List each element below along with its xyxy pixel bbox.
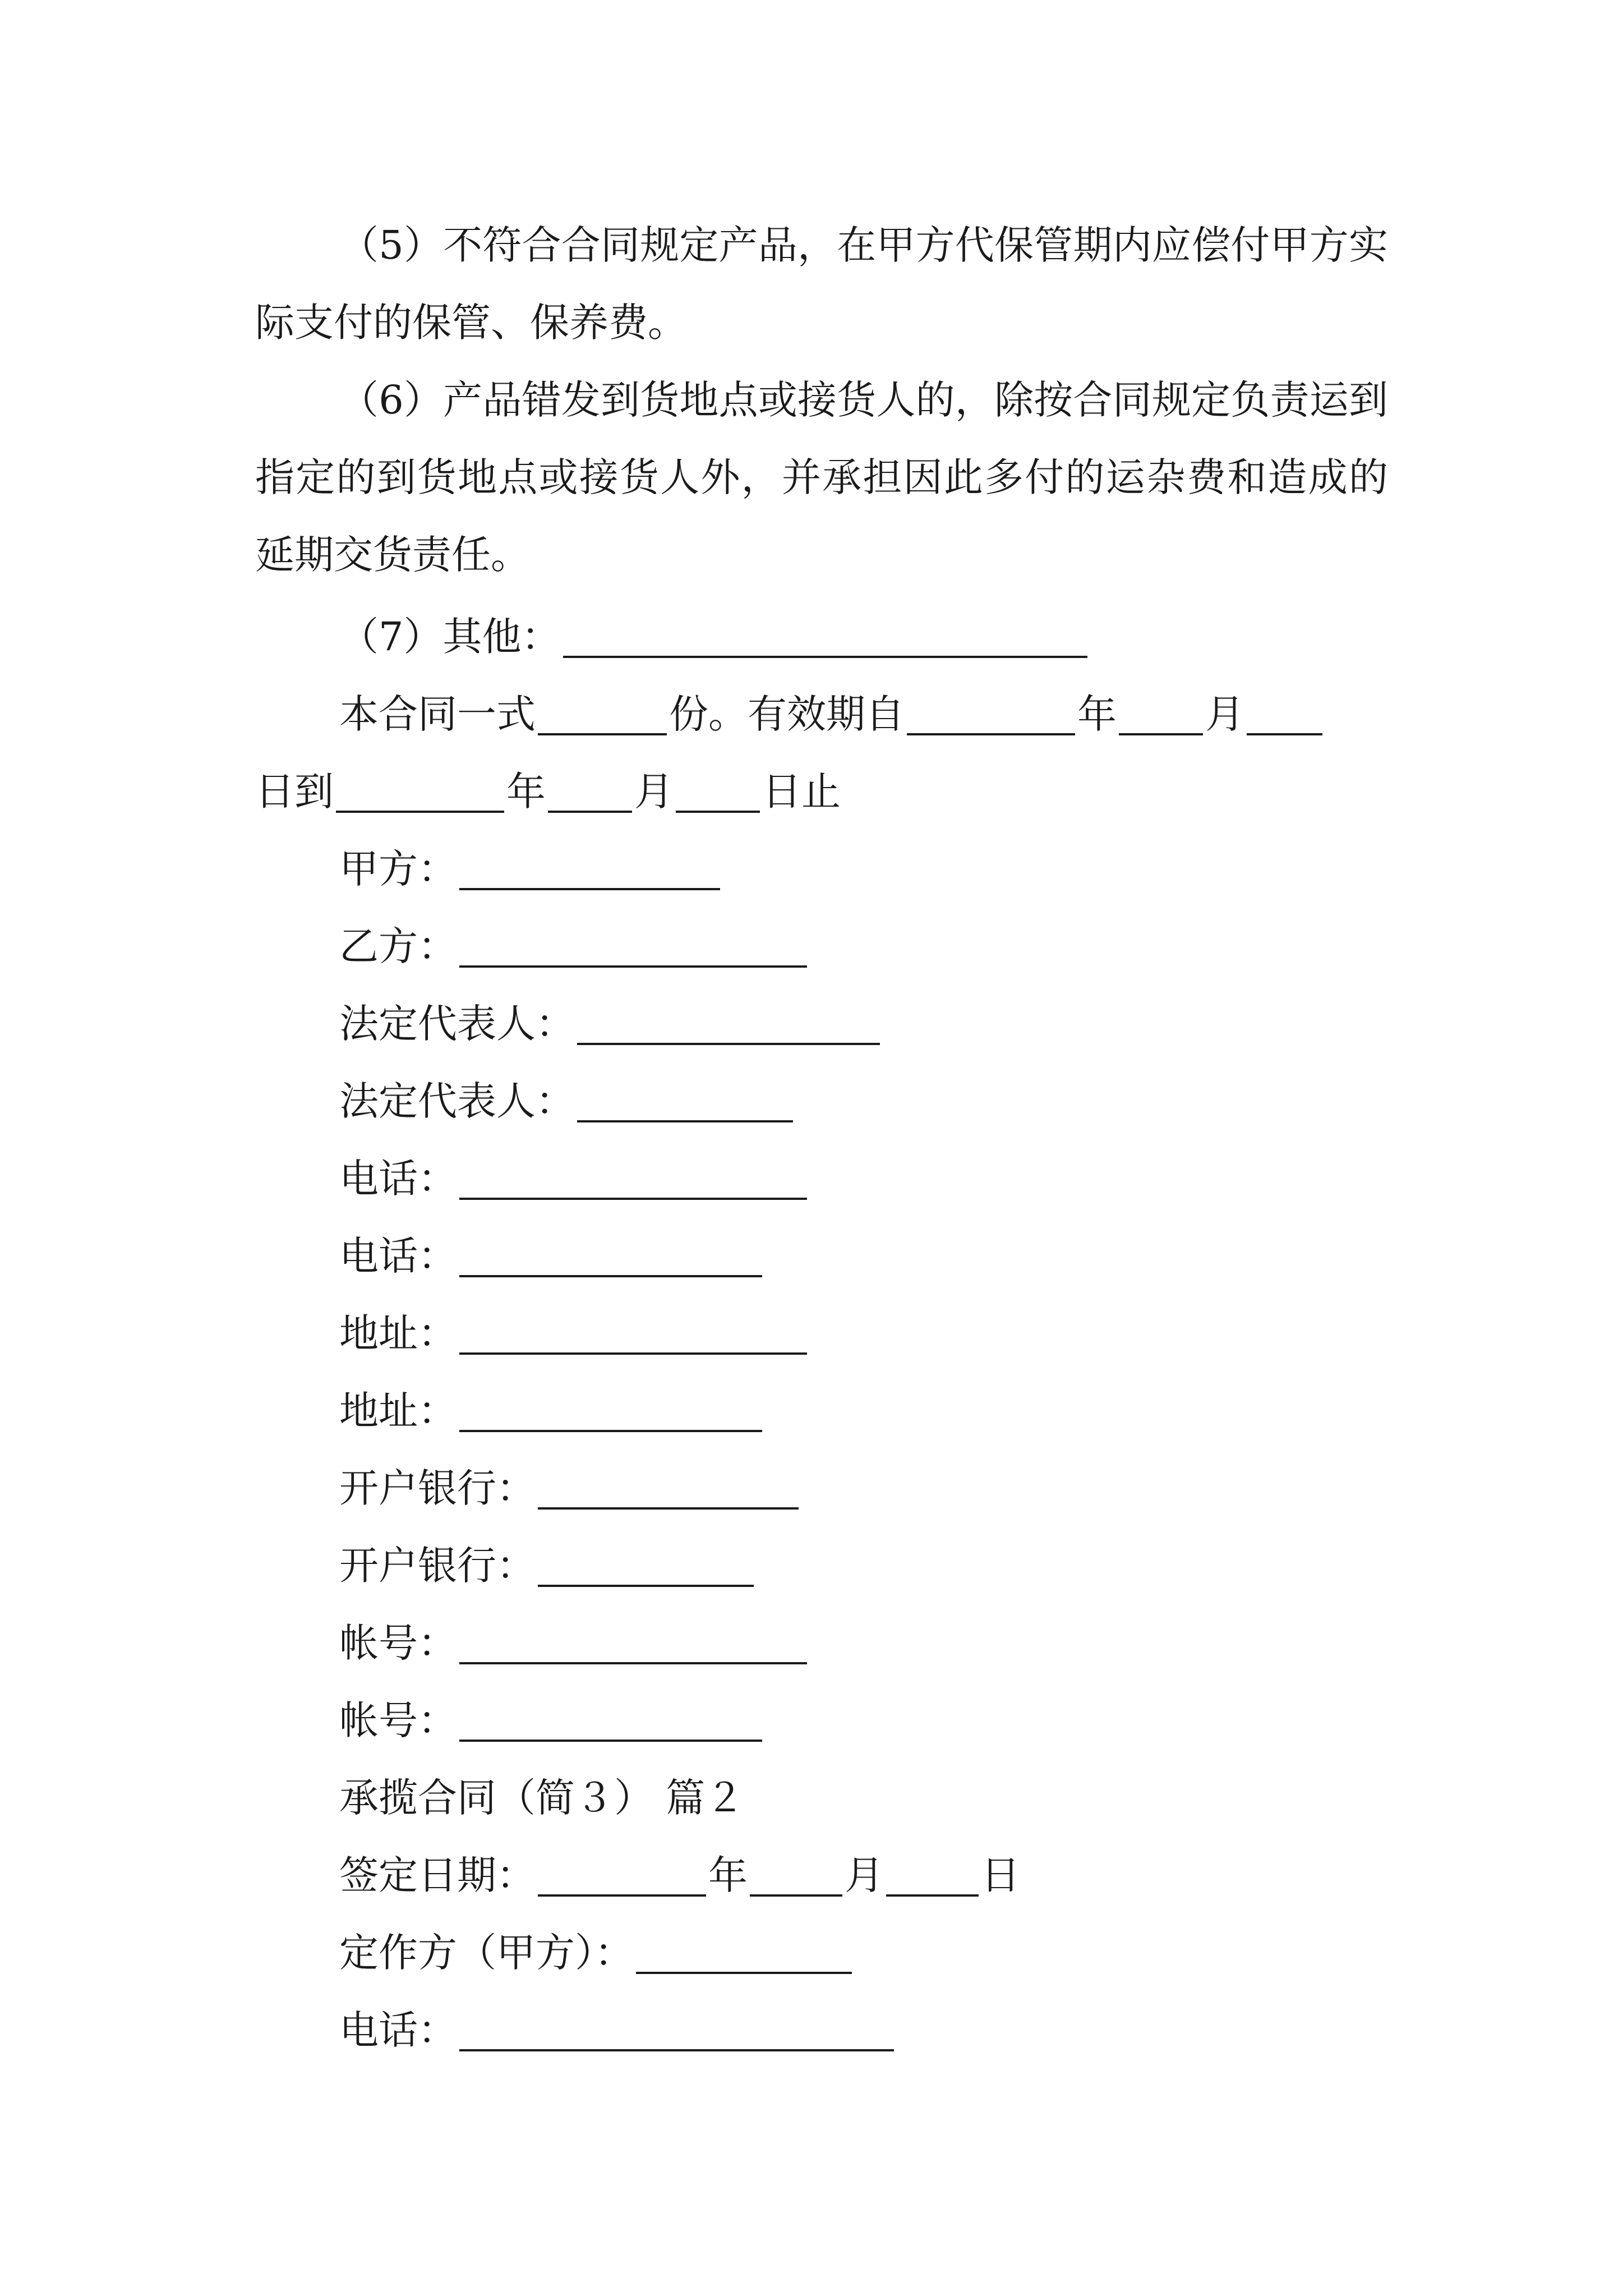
- field-label: 开户银行：: [339, 1465, 536, 1511]
- field-label: 帐号：: [339, 1620, 457, 1666]
- phone-b-blank[interactable]: [459, 1227, 762, 1277]
- sign-year-blank[interactable]: [538, 1846, 706, 1897]
- field-label: 地址：: [339, 1388, 457, 1434]
- field-label: 电话：: [339, 1156, 457, 1202]
- legal-rep-b-blank[interactable]: [577, 1072, 793, 1122]
- account-b-blank[interactable]: [459, 1691, 762, 1742]
- party-b-blank[interactable]: [459, 917, 807, 968]
- address-b-blank[interactable]: [459, 1382, 762, 1432]
- contractor-field: [339, 1914, 854, 1991]
- address-b-field: [339, 1372, 764, 1450]
- bank-a-blank[interactable]: [538, 1459, 799, 1510]
- month-label: 月: [845, 1852, 884, 1898]
- second-contract-title: 承揽合同（简３） 篇２: [339, 1775, 745, 1821]
- party-a-field: [339, 830, 722, 908]
- clause-5: （5）不符合合同规定产品，在甲方代保管期内应偿付甲方实际支付的保管、保养费。: [255, 222, 1388, 346]
- copies-suffix: 份。有效期自: [669, 691, 905, 737]
- month-label: 月: [1205, 691, 1244, 737]
- sign-date-label: 签定日期：: [339, 1852, 536, 1898]
- year-label: 年: [708, 1852, 748, 1898]
- bank-b-blank[interactable]: [538, 1536, 754, 1587]
- year-label: 年: [506, 769, 546, 815]
- copies-blank[interactable]: [538, 685, 667, 735]
- party-a-blank[interactable]: [459, 840, 720, 890]
- field-label: 帐号：: [339, 1697, 457, 1743]
- contractor-phone-field: [339, 1991, 896, 2069]
- legal-rep-b-field: [339, 1062, 795, 1140]
- day-end-label: 日止: [762, 769, 841, 815]
- start-year-blank[interactable]: [907, 685, 1075, 735]
- account-a-field: [339, 1604, 809, 1682]
- field-label: 地址：: [339, 1310, 457, 1356]
- account-a-blank[interactable]: [459, 1614, 807, 1664]
- field-label: 开户银行：: [339, 1543, 536, 1589]
- sign-month-blank[interactable]: [750, 1846, 842, 1897]
- phone-label: 电话：: [339, 2007, 457, 2053]
- end-month-blank[interactable]: [548, 762, 632, 813]
- sign-day-blank[interactable]: [886, 1846, 979, 1897]
- address-a-field: [339, 1295, 809, 1372]
- start-day-blank[interactable]: [1247, 685, 1322, 735]
- day-label: 日: [981, 1852, 1020, 1898]
- clauses-block: [255, 206, 1388, 593]
- phone-b-field: [339, 1217, 764, 1295]
- account-b-field: [339, 1682, 764, 1759]
- phone-a-blank[interactable]: [459, 1149, 807, 1200]
- field-label: 法定代表人：: [339, 1078, 575, 1124]
- field-label: 电话：: [339, 1233, 457, 1279]
- contractor-blank[interactable]: [636, 1924, 852, 1974]
- end-day-blank[interactable]: [676, 762, 760, 813]
- bank-b-field: [339, 1527, 756, 1604]
- end-year-blank[interactable]: [336, 762, 504, 813]
- address-a-blank[interactable]: [459, 1304, 807, 1355]
- phone-a-field: [339, 1140, 809, 1217]
- copies-prefix: 本合同一式: [339, 691, 536, 737]
- other-blank[interactable]: [563, 608, 1087, 658]
- field-label: 甲方：: [339, 846, 457, 892]
- legal-rep-a-field: [339, 985, 882, 1062]
- clause-6: （6）产品错发到货地点或接货人的，除按合同规定负责运到指定的到货地点或接货人外，并承担因此多付的运杂费和造成的延期交货责任。: [255, 377, 1388, 578]
- bank-a-field: [339, 1450, 801, 1527]
- term-line-1: [339, 675, 1325, 753]
- year-label: 年: [1077, 691, 1117, 737]
- start-month-blank[interactable]: [1119, 685, 1203, 735]
- party-b-field: [339, 908, 809, 985]
- clause-7-line: [339, 598, 1090, 675]
- legal-rep-a-blank[interactable]: [577, 995, 880, 1045]
- day-to-label: 日到: [255, 769, 334, 815]
- contractor-label: 定作方（甲方）：: [339, 1930, 634, 1976]
- sign-date-line: [339, 1837, 1020, 1914]
- contractor-phone-blank[interactable]: [459, 2001, 894, 2051]
- month-label: 月: [634, 769, 674, 815]
- clause-7-label: （7）其他：: [339, 614, 561, 660]
- term-line-2: [255, 753, 841, 830]
- field-label: 法定代表人：: [339, 1001, 575, 1047]
- field-label: 乙方：: [339, 923, 457, 969]
